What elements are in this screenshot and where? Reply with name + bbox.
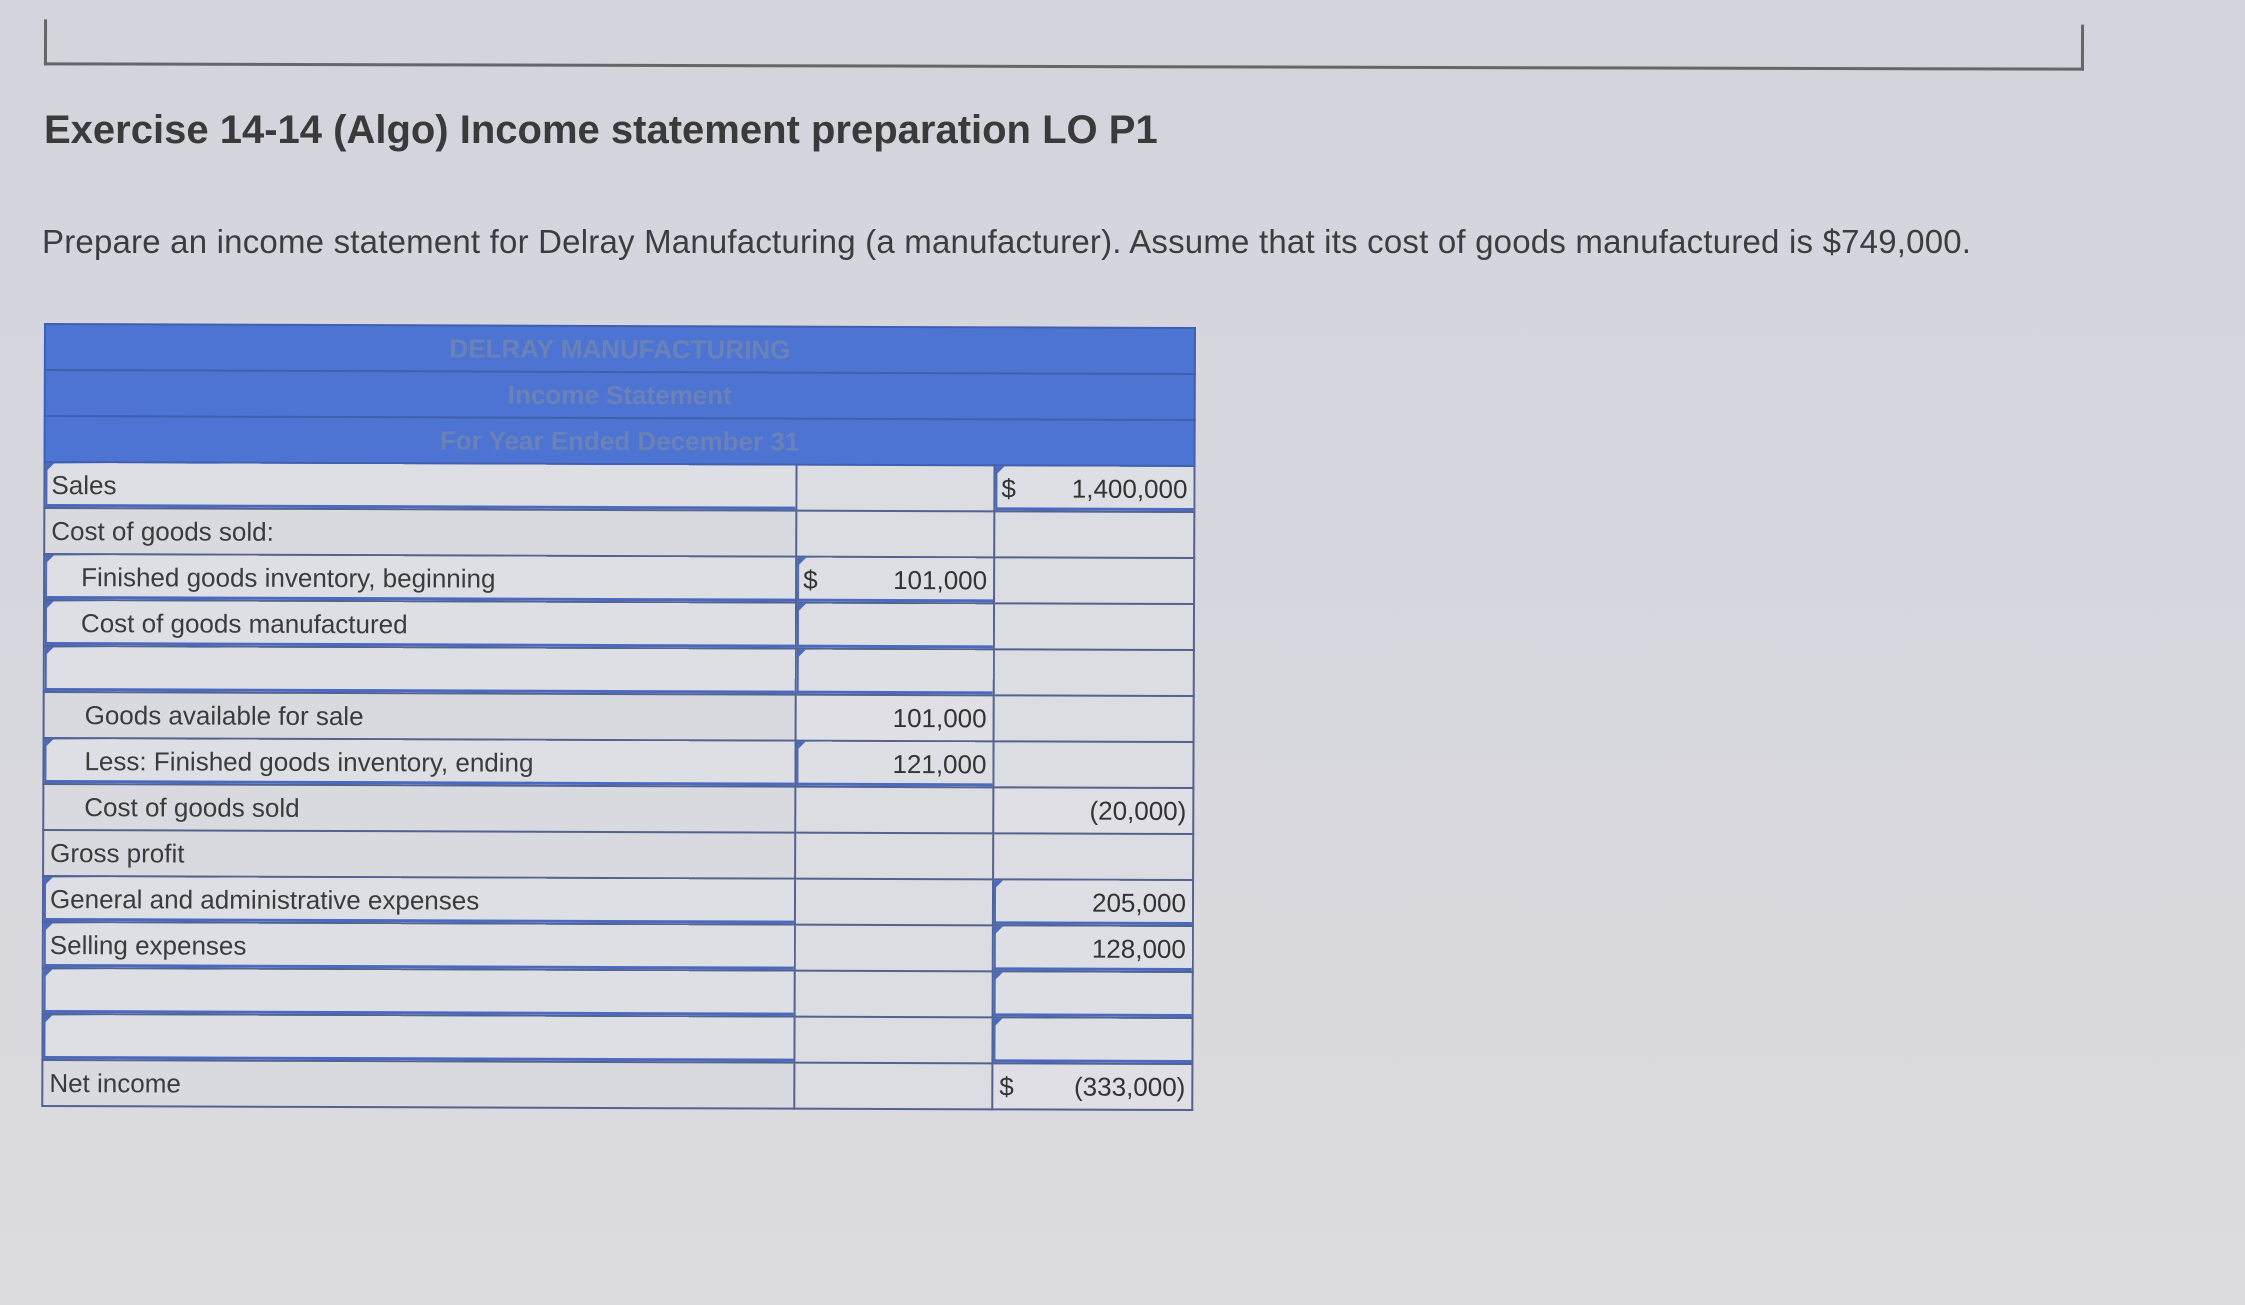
amount-input[interactable] [993,971,1193,1018]
amount-input[interactable]: 205,000 [993,879,1193,926]
amount-input[interactable]: 128,000 [993,925,1193,972]
amount-cell [994,649,1194,696]
amount-cell [795,833,993,880]
answer-input-box[interactable] [44,19,2084,70]
table-row [42,1014,1192,1064]
amount-cell [795,787,993,834]
exercise-prompt: Prepare an income statement for Delray Manufacturing (a manufacturer). Assume that its cost of goods manufactured is $749,000. [42,223,1972,260]
amount-input[interactable] [796,649,994,696]
row-label[interactable]: Selling expenses [43,922,795,971]
row-label[interactable]: Sales [44,462,796,511]
income-statement-table [41,323,1196,1111]
table-row [43,830,1193,880]
row-label[interactable]: Cost of goods manufactured [44,600,796,649]
amount-cell [994,557,1194,604]
amount-cell: $ (333,000) [992,1063,1192,1110]
amount-cell [993,741,1193,788]
amount-input[interactable] [796,603,994,650]
row-label: Goods available for sale [44,692,796,741]
amount-cell [795,971,993,1018]
row-label[interactable] [42,1014,794,1063]
table-row [43,784,1193,834]
table-row [44,692,1194,742]
amount-input[interactable]: $ 101,000 [796,557,994,604]
amount-input[interactable] [992,1017,1192,1064]
row-label: Cost of goods sold: [44,508,796,557]
table-row [44,462,1194,512]
row-label[interactable]: Finished goods inventory, beginning [44,554,796,603]
amount-cell [994,603,1194,650]
amount-cell [796,465,994,512]
amount-cell [994,511,1194,558]
row-label[interactable]: General and administrative expenses [43,876,795,925]
table-row [43,968,1193,1018]
row-label[interactable] [43,968,795,1017]
amount-cell [994,695,1194,742]
amount-cell [795,879,993,926]
row-label: Cost of goods sold [43,784,795,833]
row-label: Gross profit [43,830,795,879]
table-row [43,876,1193,926]
row-label[interactable] [44,646,796,695]
table-row [44,508,1194,558]
amount-cell [993,833,1193,880]
amount-cell [794,1017,992,1064]
table-row [44,554,1194,604]
amount-cell: (20,000) [993,787,1193,834]
table-row [44,600,1194,650]
table-row [42,1060,1192,1110]
amount-cell: 101,000 [796,695,994,742]
statement-name: Income Statement [45,370,1195,420]
amount-input[interactable]: $ 1,400,000 [994,465,1194,512]
amount-cell [795,925,993,972]
table-row [44,646,1194,696]
statement-period: For Year Ended December 31 [45,416,1195,466]
row-label[interactable]: Less: Finished goods inventory, ending [43,738,795,787]
row-label: Net income [42,1060,794,1109]
amount-cell [794,1063,992,1110]
amount-input[interactable]: 121,000 [795,741,993,788]
table-row [43,738,1193,788]
table-row [43,922,1193,972]
amount-cell [796,511,994,558]
company-name: DELRAY MANUFACTURING [45,324,1195,374]
exercise-title: Exercise 14-14 (Algo) Income statement preparation LO P1 [44,108,1158,152]
